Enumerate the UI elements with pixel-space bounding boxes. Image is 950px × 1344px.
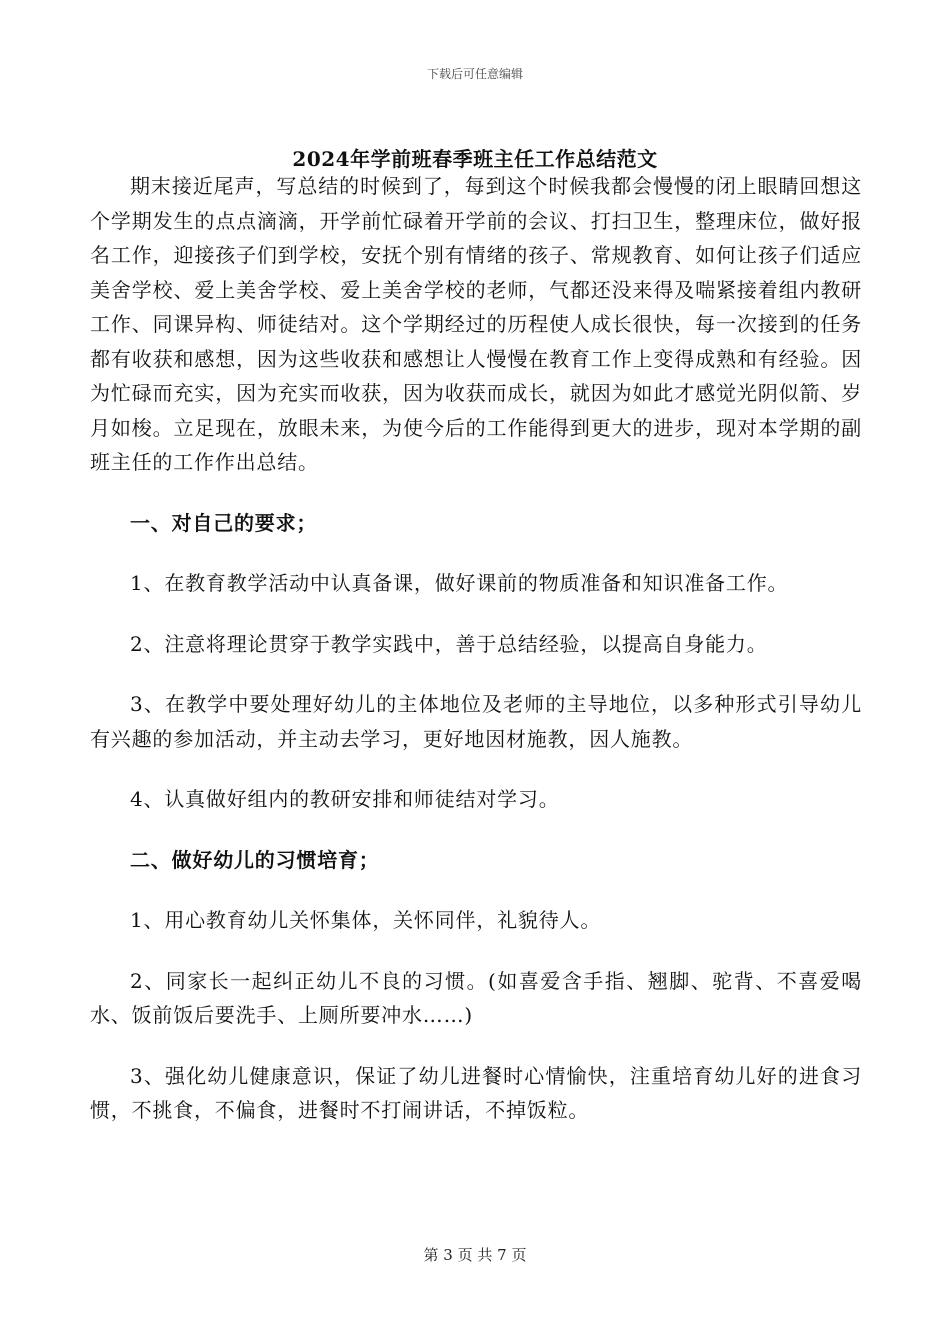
document-title: 2024年学前班春季班主任工作总结范文	[292, 147, 658, 171]
section-2-item-1: 1、用心教育幼儿关怀集体，关怀同伴，礼貌待人。	[130, 908, 602, 932]
section-2-item-2: 2、同家长一起纠正幼儿不良的习惯。(如喜爱含手指、翘脚、驼背、不喜爱喝水、饭前饭后要洗手、上厕所要冲水……)	[90, 968, 862, 1027]
section-2-heading: 二、做好幼儿的习惯培育；	[130, 847, 380, 872]
section-2-item-3: 3、强化幼儿健康意识，保证了幼儿进餐时心情愉快，注重培育幼儿好的进食习惯，不挑食，不偏食，进餐时不打闹讲话，不掉饭粒。	[90, 1063, 862, 1122]
section-1-heading: 一、对自己的要求；	[130, 510, 318, 535]
section-1-item-3: 3、在教学中要处理好幼儿的主体地位及老师的主导地位，以多种形式引导幼儿有兴趣的参加活动，并主动去学习，更好地因材施教，因人施教。	[90, 692, 862, 751]
section-1-item-2: 2、注意将理论贯穿于教学实践中，善于总结经验，以提高自身能力。	[130, 631, 768, 656]
page-number: 第 3 页 共 7 页	[423, 1246, 527, 1264]
page-header-note: 下载后可任意编辑	[426, 67, 523, 81]
section-1-item-4: 4、认真做好组内的教研安排和师徒结对学习。	[130, 787, 560, 811]
document-body	[90, 169, 862, 1128]
section-1-item-1: 1、在教育教学活动中认真备课，做好课前的物质准备和知识准备工作。	[130, 571, 789, 595]
intro-paragraph: 期末接近尾声，写总结的时候到了，每到这个时候我都会慢慢的闭上眼睛回想这个学期发生的点点滴滴，开学前忙碌着开学前的会议、打扫卫生，整理床位，做好报名工作，迎接孩子们到学校，安抚个别有情绪的孩子、常规教育、如何让孩子们适应美舍学校、爱上美舍学校、爱上美舍学校的老师，气都还没来得及喘紧接着组内教研工作、同课异构、师徒结对。这个学期经过的历程使人成长很快，每一次接到的任务都有收获和感想，因为这些收获和感想让人慢慢在教育工作上变得成熟和有经验。因为忙碌而充实，因为充实而收获，因为收获而成长，就因为如此才感觉光阴似箭、岁月如梭。立足现在，放眼未来，为使今后的工作能得到更大的进步，现对本学期的副班主任的工作作出总结。	[90, 174, 862, 474]
